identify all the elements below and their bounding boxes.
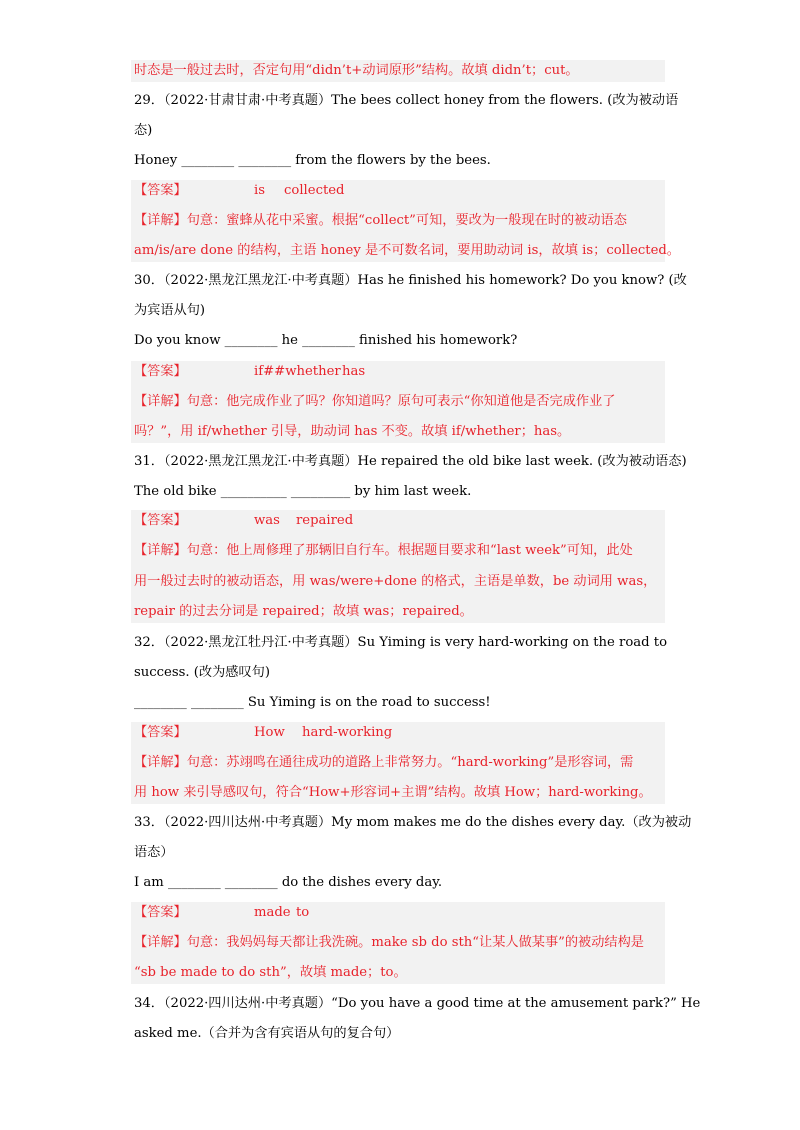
explanation-line: 用一般过去时的被动语态，用 was/were+done 的格式，主语是单数，be 动词用 was， bbox=[134, 574, 657, 589]
answer-value: repaired bbox=[296, 513, 354, 528]
answer-line bbox=[134, 362, 365, 382]
question-line: 态) bbox=[134, 123, 153, 138]
answer-label: 【答案】 bbox=[134, 183, 187, 198]
question-line: The old bike __________ _________ by him last week. bbox=[134, 484, 472, 499]
answer-line bbox=[134, 723, 392, 743]
explanation-line: 时态是一般过去时，否定句用“didn’t+动词原形”结构。故填 didn’t；cut。 bbox=[134, 63, 579, 78]
answer-value: was bbox=[254, 513, 280, 528]
explanation-line: 用 how 来引导感叹句，符合“How+形容词+主谓”结构。故填 How；hard-working。 bbox=[134, 785, 652, 800]
question-line: 29．（2022·甘肃甘肃·中考真题）The bees collect honey from the flowers. (改为被动语 bbox=[134, 93, 679, 108]
question-line: 33．（2022·四川达州·中考真题）My mom makes me do the dishes every day.（改为被动 bbox=[134, 815, 692, 830]
answer-label: 【答案】 bbox=[134, 513, 187, 528]
question-line: 语态） bbox=[134, 845, 174, 860]
answer-label: 【答案】 bbox=[134, 364, 187, 379]
explanation-line: am/is/are done 的结构，主语 honey 是不可数名词，要用助动词 is，故填 is；collected。 bbox=[134, 243, 680, 258]
answer-value: has bbox=[342, 364, 366, 379]
question-line: Do you know ________ he ________ finished his homework? bbox=[134, 333, 518, 348]
question-line: 32．（2022·黑龙江牡丹江·中考真题）Su Yiming is very hard-working on the road to bbox=[134, 635, 668, 650]
question-line: 30．（2022·黑龙江黑龙江·中考真题）Has he finished his homework? Do you know? (改 bbox=[134, 273, 687, 288]
answer-label: 【答案】 bbox=[134, 905, 187, 920]
question-line: ________ ________ Su Yiming is on the road to success! bbox=[134, 695, 491, 710]
explanation-line: 【详解】句意：他完成作业了吗？你知道吗？原句可表示“你知道他是否完成作业了 bbox=[134, 394, 616, 409]
explanation-line: repair 的过去分词是 repaired；故填 was；repaired。 bbox=[134, 604, 473, 619]
explanation-line: 【详解】句意：蜜蜂从花中采蜜。根据“collect”可知，要改为一般现在时的被动语态 bbox=[134, 213, 627, 228]
answer-value: hard-working bbox=[302, 725, 393, 740]
answer-value: to bbox=[296, 905, 310, 920]
question-line: 34．（2022·四川达州·中考真题）“Do you have a good time at the amusement park?” He bbox=[134, 996, 701, 1011]
explanation-line: 【详解】句意：我妈妈每天都让我洗碗。make sb do sth“让某人做某事”的被动结构是 bbox=[134, 935, 644, 950]
explanation-line: 【详解】句意：他上周修理了那辆旧自行车。根据题目要求和“last week”可知，此处 bbox=[134, 543, 633, 558]
question-line: Honey ________ ________ from the flowers by the bees. bbox=[134, 153, 491, 168]
answer-value: collected bbox=[284, 183, 345, 198]
answer-value: made bbox=[254, 905, 291, 920]
answer-value: if##whether bbox=[254, 364, 341, 379]
answer-label: 【答案】 bbox=[134, 725, 187, 740]
explanation-line: “sb be made to do sth”，故填 made；to。 bbox=[134, 965, 407, 980]
question-line: 31．（2022·黑龙江黑龙江·中考真题）He repaired the old bike last week. (改为被动语态) bbox=[134, 454, 687, 469]
answer-line bbox=[134, 903, 309, 923]
question-line: 为宾语从句) bbox=[134, 303, 206, 318]
answer-value: is bbox=[254, 183, 265, 198]
answer-line bbox=[134, 181, 345, 201]
question-line: success. (改为感叹句) bbox=[134, 665, 270, 680]
question-line: asked me.（合并为含有宾语从句的复合句） bbox=[134, 1026, 400, 1041]
answer-value: How bbox=[254, 725, 285, 740]
explanation-line: 吗？”，用 if/whether 引导，助动词 has 不变。故填 if/whether；has。 bbox=[134, 424, 571, 439]
answer-line bbox=[134, 511, 353, 531]
question-line: I am ________ ________ do the dishes every day. bbox=[134, 875, 443, 890]
explanation-line: 【详解】句意：苏翊鸣在通往成功的道路上非常努力。“hard-working”是形容词，需 bbox=[134, 755, 634, 770]
